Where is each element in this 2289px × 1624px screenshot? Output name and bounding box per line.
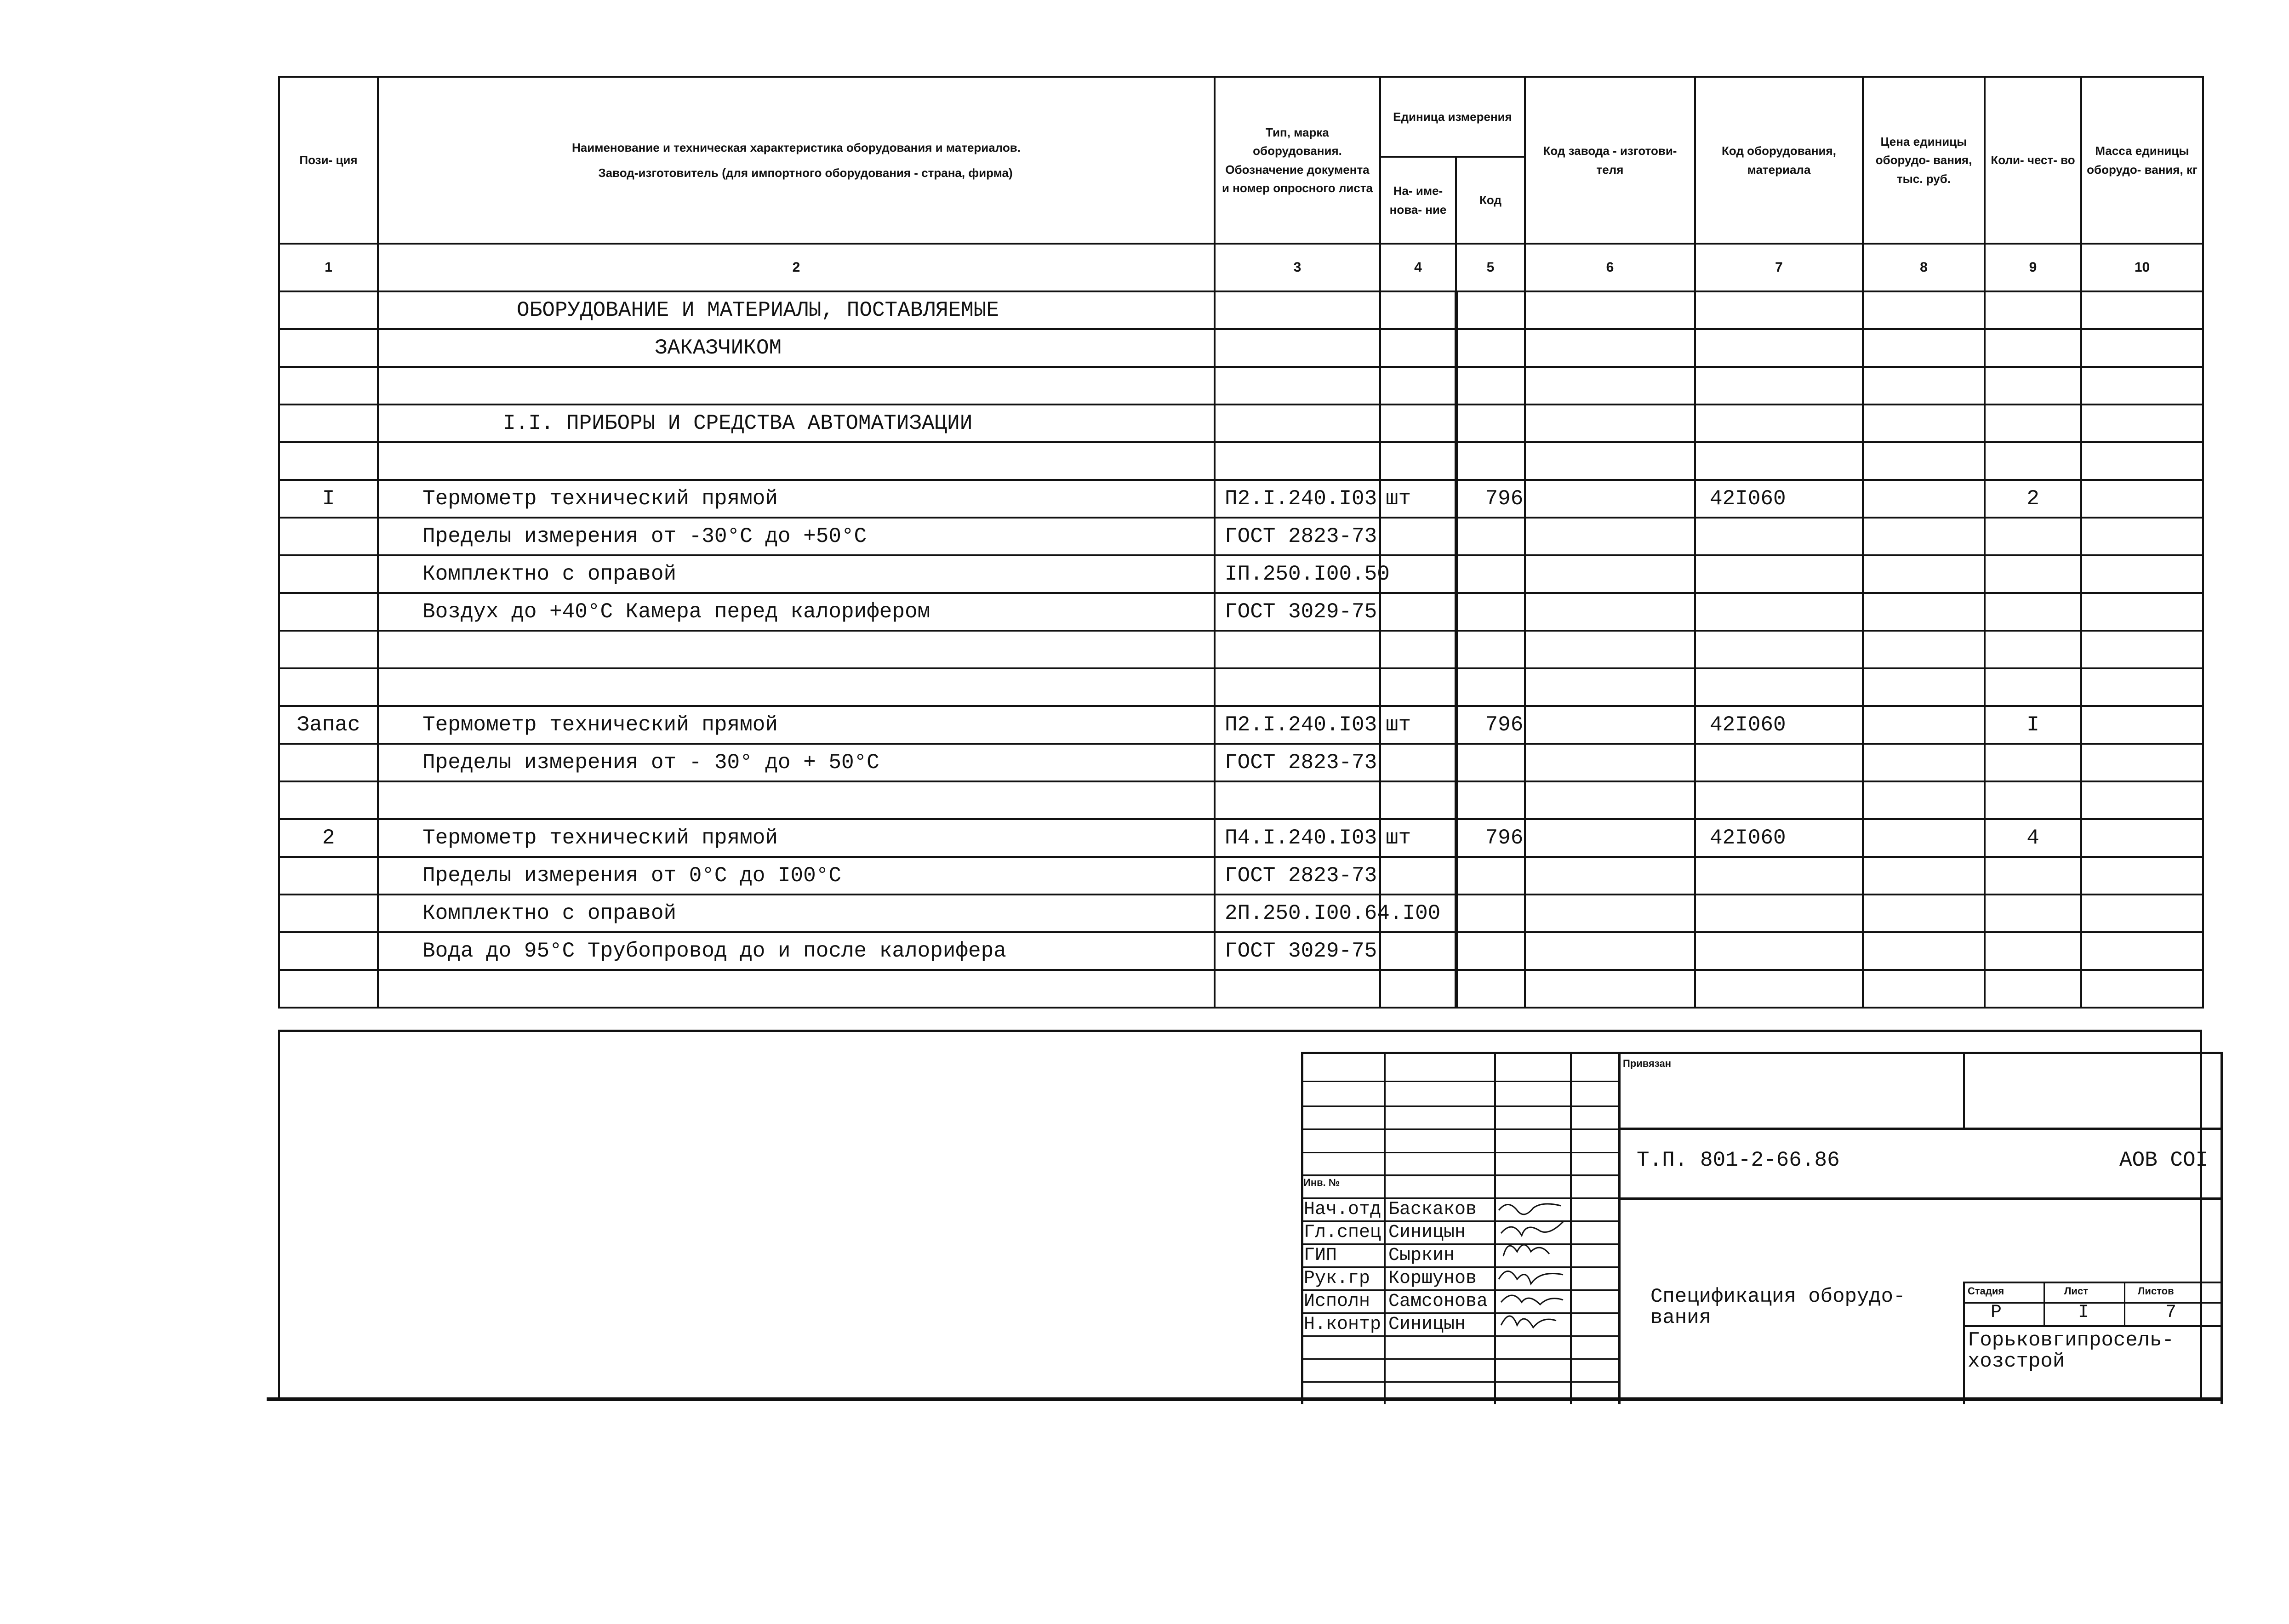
row-position <box>279 329 378 367</box>
signature-role: Исполн <box>1304 1291 1370 1312</box>
row-quantity <box>1985 405 2081 442</box>
row-factory-code <box>1525 518 1695 555</box>
row-equipment-code <box>1695 367 1863 405</box>
header-equipment-code: Код оборудования, материала <box>1695 77 1863 244</box>
row-unit-code <box>1456 593 1525 631</box>
header-position: Пози- ция <box>279 77 378 244</box>
row-type: П2.I.240.I03 <box>1215 706 1380 744</box>
specification-table <box>278 76 2204 1009</box>
row-price <box>1863 555 1985 593</box>
row-price <box>1863 895 1985 932</box>
row-factory-code <box>1525 970 1695 1008</box>
header-unit-name: На- име- нова- ние <box>1380 157 1456 244</box>
row-unit-name <box>1380 593 1456 631</box>
inventory-label: Инв. № <box>1303 1177 1340 1188</box>
signature-role: Н.контр <box>1304 1314 1381 1335</box>
row-type: ГОСТ 3029-75 <box>1215 593 1380 631</box>
row-unit-code <box>1456 970 1525 1008</box>
row-equipment-code <box>1695 631 1863 668</box>
row-type: 2П.250.I00.64.I00 <box>1215 895 1380 932</box>
row-quantity: I <box>1985 706 2081 744</box>
row-position <box>279 518 378 555</box>
row-name: Вода до 95°С Трубопровод до и после калорифера <box>378 932 1215 970</box>
table-row <box>279 291 2203 329</box>
signature-name: Баскаков <box>1388 1199 1477 1220</box>
handwritten-signatures <box>1494 1197 1572 1339</box>
row-unit-code <box>1456 668 1525 706</box>
row-mass <box>2081 518 2203 555</box>
table-row <box>279 857 2203 895</box>
row-position <box>279 367 378 405</box>
row-unit-name <box>1380 631 1456 668</box>
row-quantity <box>1985 970 2081 1008</box>
table-row <box>279 329 2203 367</box>
table-row <box>279 555 2203 593</box>
row-factory-code <box>1525 932 1695 970</box>
row-factory-code <box>1525 291 1695 329</box>
stage-value: Р <box>1991 1302 2002 1323</box>
row-type <box>1215 405 1380 442</box>
row-price <box>1863 668 1985 706</box>
row-mass <box>2081 819 2203 857</box>
row-unit-name <box>1380 781 1456 819</box>
row-type <box>1215 442 1380 480</box>
column-number: 8 <box>1863 244 1985 291</box>
row-equipment-code <box>1695 970 1863 1008</box>
row-type: П2.I.240.I03 <box>1215 480 1380 518</box>
table-row <box>279 781 2203 819</box>
header-mass: Масса единицы оборудо- вания, кг <box>2081 77 2203 244</box>
signature-name: Коршунов <box>1388 1268 1477 1289</box>
column-number-row <box>279 244 2203 291</box>
header-name-line1: Наименование и техническая характеристика оборудования и материалов. <box>571 141 1021 155</box>
row-type <box>1215 329 1380 367</box>
row-unit-code <box>1456 405 1525 442</box>
sheets-label: Листов <box>2138 1285 2174 1297</box>
row-price <box>1863 291 1985 329</box>
row-name: ОБОРУДОВАНИЕ И МАТЕРИАЛЫ, ПОСТАВЛЯЕМЫЕ <box>378 291 1215 329</box>
row-position: Запас <box>279 706 378 744</box>
row-factory-code <box>1525 367 1695 405</box>
row-factory-code <box>1525 744 1695 781</box>
table-row <box>279 706 2203 744</box>
row-quantity <box>1985 744 2081 781</box>
column-number: 6 <box>1525 244 1695 291</box>
row-equipment-code <box>1695 555 1863 593</box>
row-price <box>1863 518 1985 555</box>
row-type: IП.250.I00.50 <box>1215 555 1380 593</box>
table-row <box>279 593 2203 631</box>
column-number: 9 <box>1985 244 2081 291</box>
table-row <box>279 970 2203 1008</box>
specification-body <box>279 291 2203 1008</box>
row-quantity <box>1985 291 2081 329</box>
row-type <box>1215 668 1380 706</box>
row-equipment-code <box>1695 744 1863 781</box>
signature-role: Рук.гр <box>1304 1268 1370 1289</box>
row-unit-name: шт <box>1380 480 1456 518</box>
row-unit-name <box>1380 744 1456 781</box>
row-position <box>279 895 378 932</box>
table-row <box>279 631 2203 668</box>
signature-role: Гл.спец <box>1304 1222 1381 1243</box>
row-price <box>1863 781 1985 819</box>
row-unit-code <box>1456 367 1525 405</box>
row-mass <box>2081 744 2203 781</box>
row-equipment-code <box>1695 329 1863 367</box>
row-position <box>279 555 378 593</box>
row-type <box>1215 367 1380 405</box>
document-code: АОВ COI <box>2119 1148 2209 1172</box>
row-name: ЗАКАЗЧИКОМ <box>378 329 1215 367</box>
row-quantity <box>1985 555 2081 593</box>
row-type <box>1215 970 1380 1008</box>
row-unit-name <box>1380 857 1456 895</box>
row-quantity <box>1985 367 2081 405</box>
title-block <box>1301 1052 2223 1404</box>
row-unit-code <box>1456 781 1525 819</box>
row-factory-code <box>1525 857 1695 895</box>
row-unit-name <box>1380 932 1456 970</box>
header-factory-code: Код завода - изготови- теля <box>1525 77 1695 244</box>
row-quantity <box>1985 518 2081 555</box>
row-factory-code <box>1525 593 1695 631</box>
row-mass <box>2081 329 2203 367</box>
row-unit-code <box>1456 329 1525 367</box>
row-mass <box>2081 932 2203 970</box>
row-equipment-code <box>1695 932 1863 970</box>
row-unit-name <box>1380 329 1456 367</box>
row-unit-name <box>1380 442 1456 480</box>
row-unit-code: 796 <box>1456 480 1525 518</box>
row-name: Пределы измерения от 0°С до I00°С <box>378 857 1215 895</box>
row-equipment-code <box>1695 857 1863 895</box>
stage-label: Стадия <box>1968 1285 2004 1297</box>
row-unit-code <box>1456 631 1525 668</box>
row-type <box>1215 291 1380 329</box>
sheets-value: 7 <box>2165 1302 2177 1323</box>
row-unit-code <box>1456 518 1525 555</box>
column-number: 4 <box>1380 244 1456 291</box>
row-equipment-code <box>1695 781 1863 819</box>
row-name: Термометр технический прямой <box>378 480 1215 518</box>
signature-name: Самсонова <box>1388 1291 1488 1312</box>
row-mass <box>2081 442 2203 480</box>
row-price <box>1863 744 1985 781</box>
header-name-line2: Завод-изготовитель (для импортного оборудования - страна, фирма) <box>598 165 1013 180</box>
row-quantity <box>1985 932 2081 970</box>
row-quantity <box>1985 668 2081 706</box>
signature-name: Синицын <box>1388 1314 1466 1335</box>
row-factory-code <box>1525 781 1695 819</box>
row-type <box>1215 781 1380 819</box>
row-position <box>279 668 378 706</box>
table-row <box>279 895 2203 932</box>
row-position <box>279 781 378 819</box>
row-mass <box>2081 895 2203 932</box>
organization-name: Горьковгипросель- хозстрой <box>1968 1329 2174 1373</box>
row-mass <box>2081 857 2203 895</box>
row-price <box>1863 970 1985 1008</box>
column-number: 2 <box>378 244 1215 291</box>
row-unit-code <box>1456 555 1525 593</box>
row-type: ГОСТ 2823-73 <box>1215 744 1380 781</box>
row-position <box>279 442 378 480</box>
row-name <box>378 970 1215 1008</box>
signature-name: Сыркин <box>1388 1245 1455 1266</box>
header-quantity: Коли- чест- во <box>1985 77 2081 244</box>
column-number: 10 <box>2081 244 2203 291</box>
row-type: ГОСТ 3029-75 <box>1215 932 1380 970</box>
row-factory-code <box>1525 706 1695 744</box>
row-mass <box>2081 668 2203 706</box>
row-price <box>1863 857 1985 895</box>
table-row <box>279 819 2203 857</box>
column-number: 7 <box>1695 244 1863 291</box>
row-unit-code <box>1456 857 1525 895</box>
row-mass <box>2081 367 2203 405</box>
row-position <box>279 970 378 1008</box>
row-price <box>1863 819 1985 857</box>
row-unit-name <box>1380 518 1456 555</box>
table-row <box>279 405 2203 442</box>
row-name: Комплектно с оправой <box>378 895 1215 932</box>
row-unit-name <box>1380 291 1456 329</box>
row-equipment-code <box>1695 442 1863 480</box>
row-price <box>1863 329 1985 367</box>
row-name: Термометр технический прямой <box>378 819 1215 857</box>
column-number: 3 <box>1215 244 1380 291</box>
row-unit-code <box>1456 291 1525 329</box>
row-unit-name: шт <box>1380 819 1456 857</box>
row-name: Воздух до +40°С Камера перед калорифером <box>378 593 1215 631</box>
row-position <box>279 291 378 329</box>
column-number: 1 <box>279 244 378 291</box>
row-name: Термометр технический прямой <box>378 706 1215 744</box>
row-position <box>279 744 378 781</box>
row-equipment-code <box>1695 593 1863 631</box>
table-row <box>279 518 2203 555</box>
row-price <box>1863 593 1985 631</box>
table-row <box>279 744 2203 781</box>
frame-left-rule <box>278 1030 280 1400</box>
row-equipment-code: 42I060 <box>1695 480 1863 518</box>
project-code: Т.П. 801-2-66.86 <box>1637 1148 1840 1172</box>
row-unit-name <box>1380 555 1456 593</box>
specification-sheet <box>267 74 2209 1402</box>
row-unit-code <box>1456 442 1525 480</box>
table-row <box>279 442 2203 480</box>
row-price <box>1863 631 1985 668</box>
signature-role: Нач.отд <box>1304 1199 1381 1220</box>
row-unit-name <box>1380 970 1456 1008</box>
header-unit-group: Единица измерения <box>1380 77 1525 157</box>
row-price <box>1863 706 1985 744</box>
row-factory-code <box>1525 555 1695 593</box>
row-equipment-code: 42I060 <box>1695 706 1863 744</box>
row-factory-code <box>1525 668 1695 706</box>
row-mass <box>2081 970 2203 1008</box>
sheet-value: I <box>2078 1302 2089 1323</box>
header-name <box>378 77 1215 244</box>
row-type: ГОСТ 2823-73 <box>1215 857 1380 895</box>
row-quantity <box>1985 895 2081 932</box>
signature-role: ГИП <box>1304 1245 1337 1266</box>
row-quantity <box>1985 593 2081 631</box>
row-factory-code <box>1525 442 1695 480</box>
row-unit-code <box>1456 932 1525 970</box>
sheet-label: Лист <box>2064 1285 2088 1297</box>
row-name: I.I. ПРИБОРЫ И СРЕДСТВА АВТОМАТИЗАЦИИ <box>378 405 1215 442</box>
row-name <box>378 442 1215 480</box>
row-position <box>279 857 378 895</box>
row-name: Комплектно с оправой <box>378 555 1215 593</box>
header-type: Тип, марка оборудования. Обозначение документа и номер опросного листа <box>1215 77 1380 244</box>
row-quantity: 4 <box>1985 819 2081 857</box>
row-mass <box>2081 405 2203 442</box>
row-unit-name <box>1380 367 1456 405</box>
table-bottom-rule <box>278 1030 2202 1032</box>
row-factory-code <box>1525 631 1695 668</box>
row-unit-code <box>1456 744 1525 781</box>
row-equipment-code: 42I060 <box>1695 819 1863 857</box>
signature-name: Синицын <box>1388 1222 1466 1243</box>
row-factory-code <box>1525 480 1695 518</box>
row-name: Пределы измерения от -30°С до +50°С <box>378 518 1215 555</box>
row-position <box>279 405 378 442</box>
row-mass <box>2081 555 2203 593</box>
row-name <box>378 367 1215 405</box>
row-unit-code: 796 <box>1456 706 1525 744</box>
row-name <box>378 781 1215 819</box>
table-row <box>279 480 2203 518</box>
row-type <box>1215 631 1380 668</box>
row-factory-code <box>1525 819 1695 857</box>
row-quantity <box>1985 329 2081 367</box>
row-quantity <box>1985 857 2081 895</box>
row-equipment-code <box>1695 895 1863 932</box>
row-position: I <box>279 480 378 518</box>
row-unit-name <box>1380 405 1456 442</box>
row-mass <box>2081 593 2203 631</box>
row-mass <box>2081 781 2203 819</box>
privyazan-label: Привязан <box>1623 1058 1672 1069</box>
row-equipment-code <box>1695 291 1863 329</box>
row-unit-code: 796 <box>1456 819 1525 857</box>
row-price <box>1863 367 1985 405</box>
row-position <box>279 593 378 631</box>
table-row <box>279 932 2203 970</box>
table-row <box>279 367 2203 405</box>
row-name: Пределы измерения от - 30° до + 50°С <box>378 744 1215 781</box>
row-quantity <box>1985 631 2081 668</box>
row-quantity <box>1985 442 2081 480</box>
row-factory-code <box>1525 405 1695 442</box>
row-price <box>1863 405 1985 442</box>
column-number: 5 <box>1456 244 1525 291</box>
row-mass <box>2081 631 2203 668</box>
row-equipment-code <box>1695 405 1863 442</box>
row-factory-code <box>1525 329 1695 367</box>
header-unit-code: Код <box>1456 157 1525 244</box>
row-position <box>279 631 378 668</box>
row-position <box>279 932 378 970</box>
row-unit-code <box>1456 895 1525 932</box>
row-equipment-code <box>1695 668 1863 706</box>
row-unit-name <box>1380 668 1456 706</box>
row-name <box>378 631 1215 668</box>
row-equipment-code <box>1695 518 1863 555</box>
row-name <box>378 668 1215 706</box>
header-price: Цена единицы оборудо- вания, тыс. руб. <box>1863 77 1985 244</box>
row-price <box>1863 442 1985 480</box>
row-mass <box>2081 291 2203 329</box>
row-price <box>1863 480 1985 518</box>
table-row <box>279 668 2203 706</box>
row-mass <box>2081 480 2203 518</box>
row-factory-code <box>1525 895 1695 932</box>
row-quantity: 2 <box>1985 480 2081 518</box>
row-mass <box>2081 706 2203 744</box>
document-title: Спецификация оборудо- вания <box>1650 1285 1906 1330</box>
row-type: ГОСТ 2823-73 <box>1215 518 1380 555</box>
row-position: 2 <box>279 819 378 857</box>
row-type: П4.I.240.I03 <box>1215 819 1380 857</box>
row-quantity <box>1985 781 2081 819</box>
row-unit-name: шт <box>1380 706 1456 744</box>
row-price <box>1863 932 1985 970</box>
